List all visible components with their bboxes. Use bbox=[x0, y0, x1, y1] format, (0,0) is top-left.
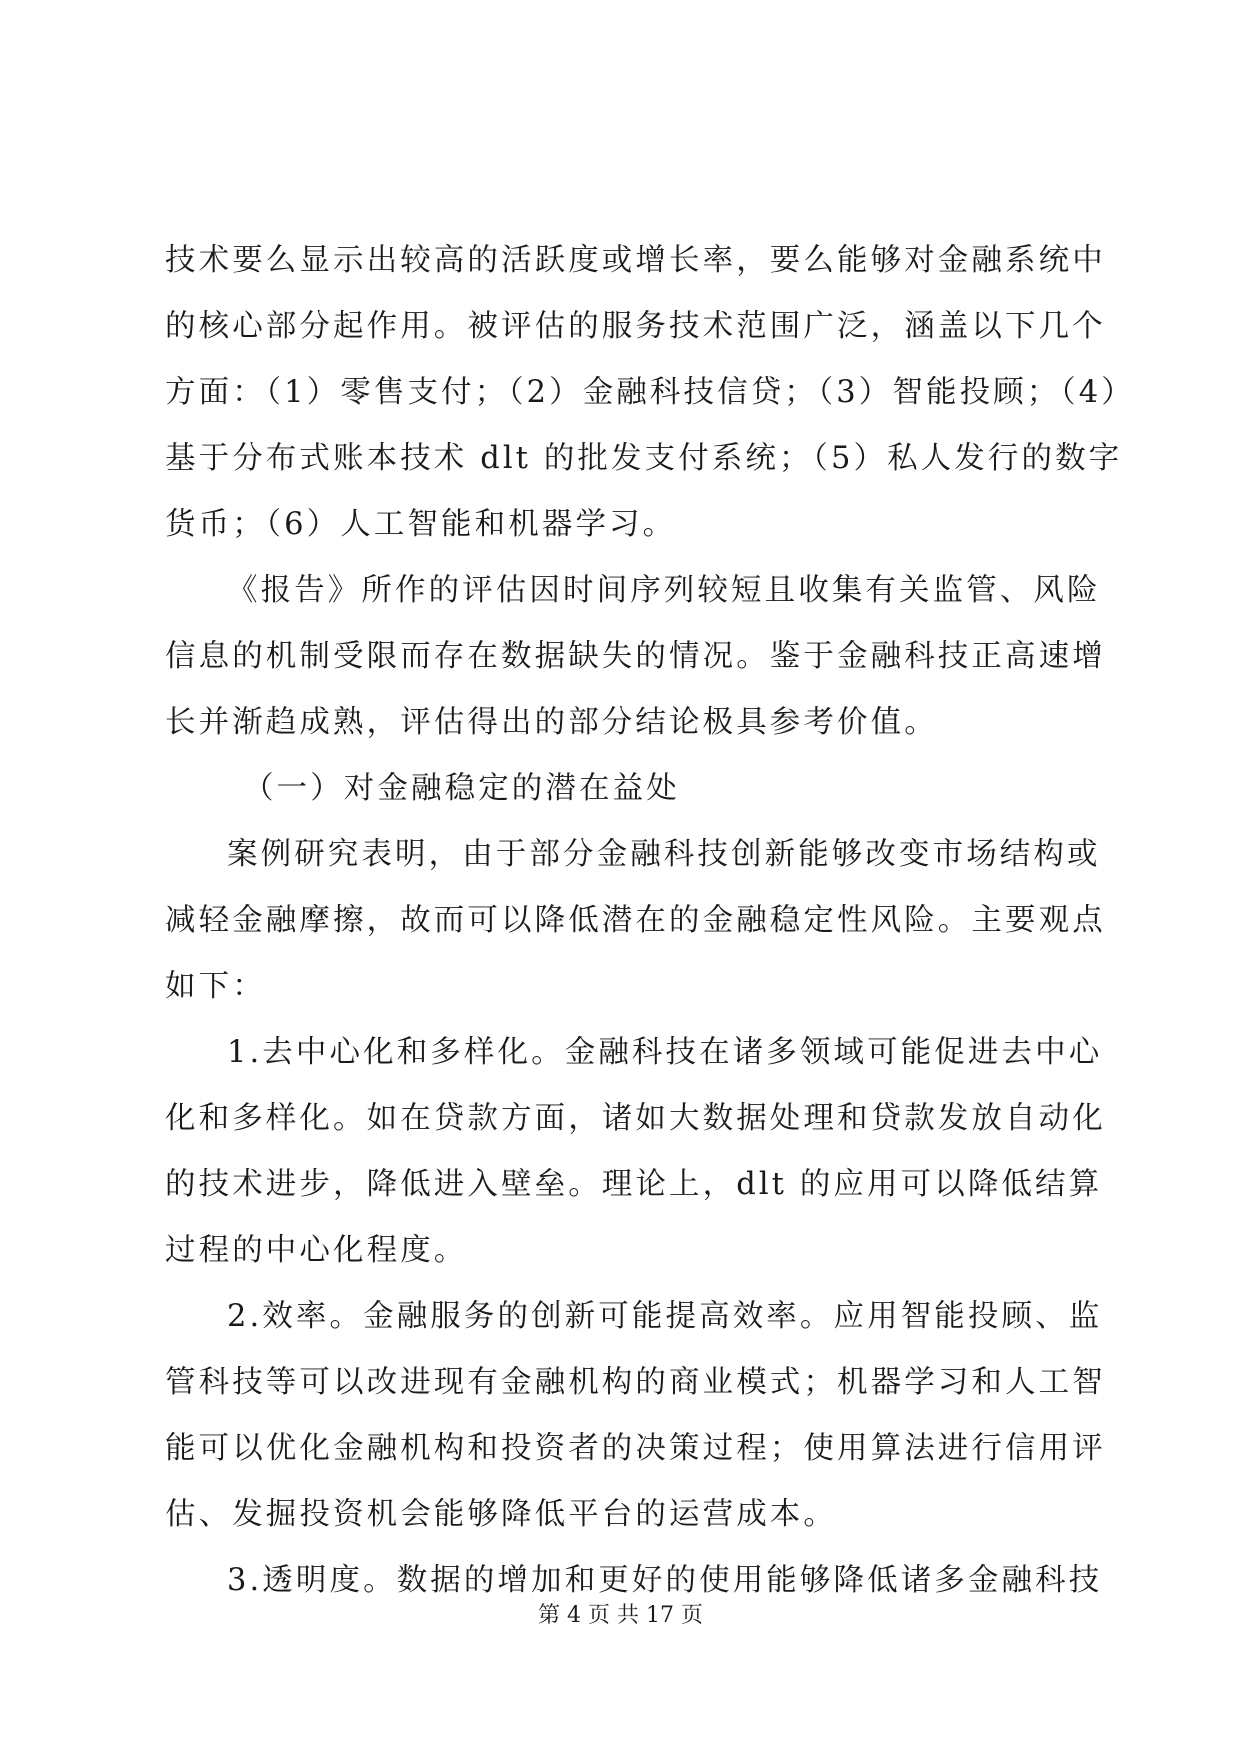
text-line: 案例研究表明，由于部分金融科技创新能够改变市场结构或 bbox=[227, 837, 1101, 872]
text-line: 基于分布式账本技术 dlt 的批发支付系统；（5）私人发行的数字 bbox=[165, 441, 1123, 476]
text-line: 减轻金融摩擦，故而可以降低潜在的金融稳定性风险。主要观点 bbox=[165, 903, 1106, 938]
text-line: 化和多样化。如在贷款方面，诸如大数据处理和贷款发放自动化 bbox=[165, 1101, 1106, 1136]
text-line: 2.效率。金融服务的创新可能提高效率。应用智能投顾、监 bbox=[227, 1299, 1103, 1334]
text-line: 如下： bbox=[165, 969, 266, 1004]
document-body bbox=[165, 228, 1135, 1614]
text-line: 1.去中心化和多样化。金融科技在诸多领域可能促进去中心 bbox=[227, 1035, 1103, 1070]
text-line: 货币；（6）人工智能和机器学习。 bbox=[165, 507, 677, 542]
text-line: 的技术进步，降低进入壁垒。理论上，dlt 的应用可以降低结算 bbox=[165, 1167, 1103, 1202]
text-line: 长并渐趋成熟，评估得出的部分结论极具参考价值。 bbox=[165, 705, 938, 740]
page-footer: 第 4 页 共 17 页 bbox=[538, 1603, 703, 1628]
text-line: 技术要么显示出较高的活跃度或增长率，要么能够对金融系统中 bbox=[165, 243, 1106, 278]
text-line: 管科技等可以改进现有金融机构的商业模式；机器学习和人工智 bbox=[165, 1365, 1106, 1400]
text-line: 《报告》所作的评估因时间序列较短且收集有关监管、风险 bbox=[227, 573, 1101, 608]
text-line: 3.透明度。数据的增加和更好的使用能够降低诸多金融科技 bbox=[227, 1563, 1103, 1598]
text-line: 估、发掘投资机会能够降低平台的运营成本。 bbox=[165, 1497, 837, 1532]
text-line: 过程的中心化程度。 bbox=[165, 1233, 468, 1268]
text-line: 能可以优化金融机构和投资者的决策过程；使用算法进行信用评 bbox=[165, 1431, 1106, 1466]
text-line: 方面：（1）零售支付；（2）金融科技信贷；（3）智能投顾；（4） bbox=[165, 375, 1135, 410]
text-line: 的核心部分起作用。被评估的服务技术范围广泛，涵盖以下几个 bbox=[165, 309, 1106, 344]
text-line: （一）对金融稳定的潜在益处 bbox=[243, 771, 680, 806]
text-line: 信息的机制受限而存在数据缺失的情况。鉴于金融科技正高速增 bbox=[165, 639, 1106, 674]
